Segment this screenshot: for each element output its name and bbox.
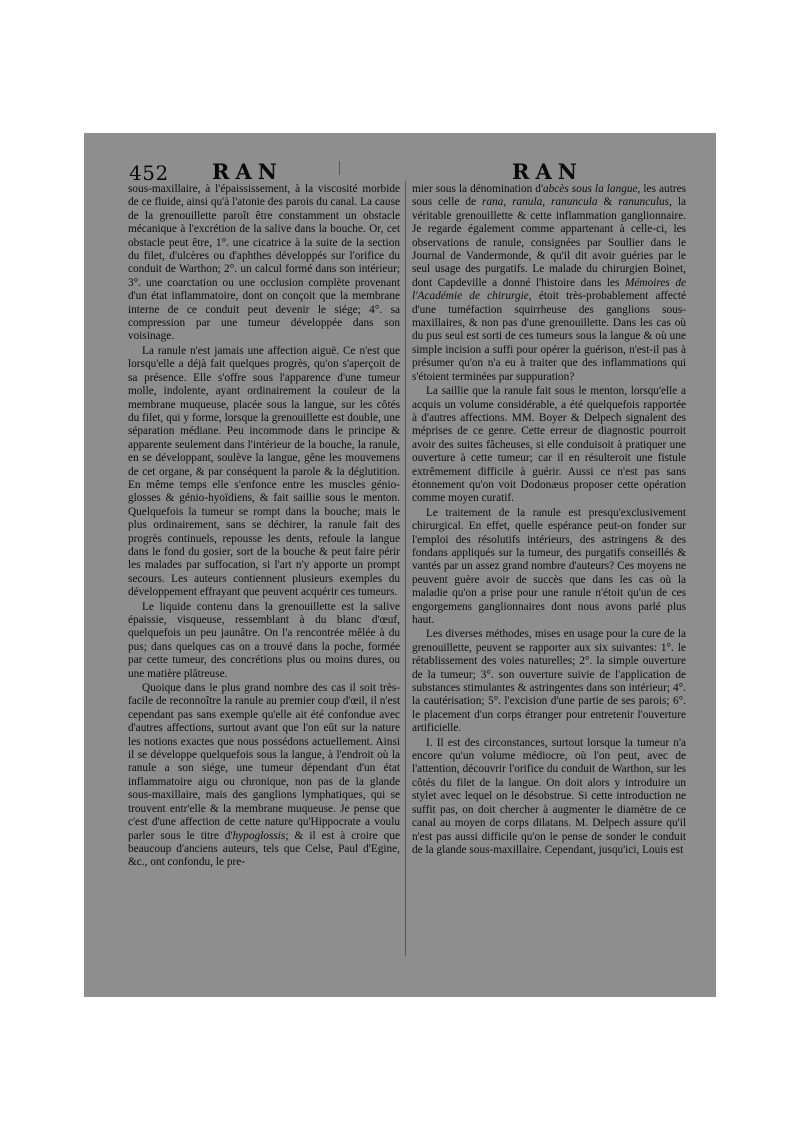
left-paragraph-4 [128, 682, 400, 870]
scanned-page [84, 133, 716, 997]
page-number: 452 [129, 161, 169, 185]
right-paragraph-5: I. Il est des circonstances, surtout lorsque la tumeur n'a encore qu'un volume médiocre, où l'on peut, avec de l'attention, découvrir l'orifice du conduit de Warthon, sur les côtés du filet de la langue. On doit alors y introduire un stylet avec lequel on le désobstrue. Si cette introduction ne suffit pas, on doit chercher à augmenter le diamètre de ce canal au moyen de corps dilatans. M. Delpech assure qu'il n'est pas aussi difficile qu'on le pense de sonder le conduit de la glande sous-maxillaire. Cependant, jusqu'ici, Louis est [412, 736, 686, 856]
abces-term: abcès sous la langue [543, 183, 638, 195]
rana-terms: rana, ranula, ranuncula [481, 196, 598, 209]
left-column [128, 183, 400, 871]
right-paragraph-3: Le traitement de la ranule est presqu'exclusivement chirurgical. En effet, quelle espérance peut-on fonder sur l'emploi des résolutifs intérieurs, des astringens & des fondans appliqués sur la tumeur, des purgatifs conseillés & vantés par un assez grand nombre d'auteurs? Ces moyens ne peuvent guère avoir de succès que dans les cas où la maladie qu'on a prise pour une ranule n'étoit qu'un de ces engorgemens ganglionnaires dont nous avons parlé plus haut. [412, 506, 686, 626]
right-column [412, 183, 686, 858]
right-paragraph-2: La saillie que la ranule fait sous le menton, lorsqu'elle a acquis un volume considérable, a été quelquefois rapportée à d'autres affections. MM. Boyer & Delpech signalent des méprises de ce genre. Cette erreur de diagnostic pourroit avoir des suites fâcheuses, si elle conduisoit à pratiquer une ouverture à cette tumeur; car il en résulteroit une fistule extrêmement difficile à guérir. Aussi ce n'est pas sans étonnement qu'on voit Dodonæus proposer cette opération comme moyen curatif. [412, 385, 686, 505]
running-head-left: RAN [212, 159, 283, 184]
left-paragraph-3: Le liquide contenu dans la grenouillette est la salive épaissie, visqueuse, ressemblant à du blanc d'œuf, quelquefois un peu jaunâtre. On l'a rencontrée mêlée à du pus; dans quelques cas on a trouvé dans la poche, formée par cette tumeur, des concrétions plus ou moins dures, ou une matière plâtreuse. [128, 600, 400, 680]
right-paragraph-1-text-c: & [597, 196, 619, 209]
left-paragraph-2: La ranule n'est jamais une affection aiguë. Ce n'est que lorsqu'elle a déjà fait quelques progrès, qu'on s'aperçoit de sa présence. Elle s'offre sous l'apparence d'une tumeur molle, indolente, ayant ordinairement la couleur de la membrane muqueuse, placée sous la langue, sur les côtés du filet, qui y forme, lorsque la grenouillette est double, une séparation médiane. Peu incommode dans le principe & apparente seulement dans l'intérieur de la bouche, la ranule, en se développant, soulève la langue, gêne les mouvemens de cet organe, & par conséquent la parole & la déglutition. En même temps elle s'enfonce entre les muscles génio-glosses & génio-hyoïdiens, & fait saillie sous le menton. Quelquefois la tumeur se rompt dans la bouche; mais le plus ordinairement, sans se déchirer, la ranule fait des progrès continuels, repousse les dents, refoule la langue dans le fond du gosier, sort de la bouche & peut faire périr les malades par suffocation, si l'art n'y apporte un prompt secours. Les auteurs contiennent plusieurs exemples du développement effrayant que peuvent acquérir ces tumeurs. [128, 344, 400, 599]
left-paragraph-4-text-b: ; & il est à croire que beaucoup d'anciens auteurs, tels que Celse, Paul d'Egine, &c., ont confondu, le pre- [128, 829, 400, 869]
memoires-title: Mémoires de l'Académie de chirurgie [412, 276, 686, 303]
running-head-right: RAN [512, 159, 583, 184]
left-paragraph-4-text-a: Quoique dans le plus grand nombre des cas il soit très-facile de reconnoître la ranule au premier coup d'œil, il n'est cependant pas sans exemple qu'elle ait été confondue avec d'autres affections, surtout avant que l'on eût sur la nature les notions exactes que nous possédons actuellement. Ainsi il se développe quelquefois sous la langue, à l'endroit où la ranule a son siége, une tumeur dépendant d'un état inflammatoire aigu ou chronique, non pas de la glande sous-maxillaire, mais des ganglions lymphatiques, qui se trouvent entr'elle & la membrane muqueuse. Je pense que c'est d'une affection de cette nature qu'Hippocrate a voulu parler sous le titre d' [128, 682, 400, 842]
right-paragraph-1-text-b: , les autres sous celle de [412, 183, 686, 209]
ranunculus-term: ranunculus [618, 196, 670, 209]
right-paragraph-4: Les diverses méthodes, mises en usage pour la cure de la grenouillette, peuvent se rapporter aux six suivantes: 1°. le rétablissement des voies naturelles; 2°. la simple ouverture de la tumeur; 3°. son ouverture suivie de l'application de substances stimulantes & astringentes dans son intérieur; 4°. la cautérisation; 5°. l'excision d'une partie de ses parois; 6°. le placement d'un corps étranger pour entretenir l'ouverture artificielle. [412, 628, 686, 735]
header-mark [339, 161, 340, 175]
column-divider [405, 181, 406, 956]
left-paragraph-1: sous-maxillaire, à l'épaississement, à la viscosité morbide de ce fluide, ainsi qu'à l'atonie des parois du canal. La cause de la grenouillette paroît être constamment un obstacle mécanique à l'excrétion de la salive dans la bouche. Or, cet obstacle peut être, 1°. une cicatrice à la suite de la section du filet, d'ulcères ou d'aphthes développés sur l'orifice du conduit de Warthon; 2°. un calcul formé dans son intérieur; 3°. une coarctation ou une occlusion complète provenant d'un état inflammatoire, dont on conçoit que la membrane interne de ce conduit peut devenir le siége; 4°. sa compression par une tumeur développée dans son voisinage. [128, 183, 400, 343]
right-paragraph-1-text-d: , la véritable grenouillette & cette inflammation ganglionnaire. Je regarde également comme appartenant à celle-ci, les observations de ranule, consignées par Soullier dans le Journal de Vandermonde, & qu'il dit avoir guéries par le seul usage des purgatifs. Le malade du chirurgien Boinet, dont Capdeville a donné l'histoire dans les [412, 196, 687, 289]
right-paragraph-1-text-e: , étoit très-probablement affecté d'une tuméfaction squirrheuse des ganglions sous-maxillaires, & non pas d'une grenouillette. Dans les cas où du pus seul est sorti de ces tumeurs sous la langue & où une simple incision a suffi pour opérer la guérison, n'est-il pas à présumer qu'on n'a eu à traiter que des inflammations qui s'étoient terminées par suppuration? [412, 290, 687, 383]
right-paragraph-1-text-a: mier sous la dénomination d' [412, 183, 543, 195]
hypoglossis-term: hypoglossis [232, 829, 286, 842]
right-paragraph-1 [412, 183, 686, 384]
